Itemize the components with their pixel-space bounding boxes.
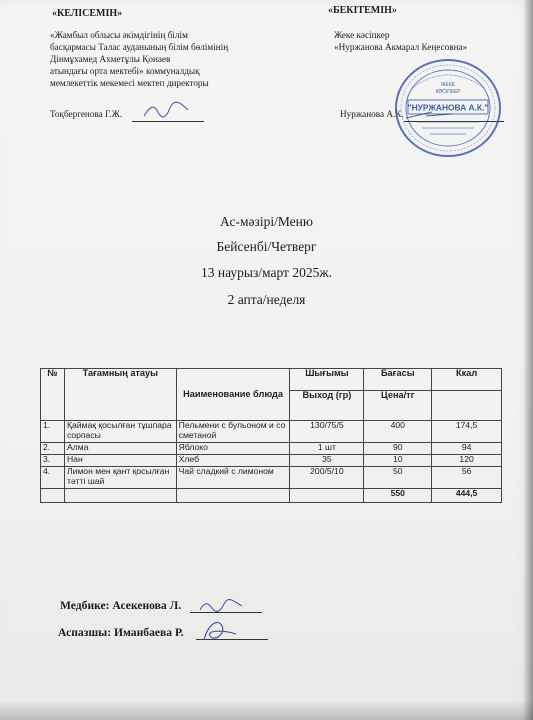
left-line-3: Дінмұхамед Ахметұлы Қонаев bbox=[50, 54, 171, 64]
row-price: 50 bbox=[364, 467, 432, 489]
left-heading: «КЕЛІСЕМІН» bbox=[52, 8, 123, 19]
title-line-4: 2 апта/неделя bbox=[227, 292, 306, 307]
row-yield: 35 bbox=[290, 455, 364, 467]
row-num: 3. bbox=[41, 455, 65, 467]
left-line-1: «Жамбыл облысы әкімдігінің білім bbox=[50, 30, 188, 40]
row-yield: 200/5/10 bbox=[290, 467, 364, 489]
row-yield: 1 шт bbox=[290, 443, 364, 455]
table-row bbox=[41, 421, 502, 443]
cook-label: Аспазшы: Иманбаева Р. bbox=[58, 626, 184, 639]
left-line-2: басқармасы Талас ауданының білім бөлімінің bbox=[50, 42, 229, 52]
title-line-1: Ас-мәзірі/Меню bbox=[220, 214, 313, 229]
row-num: 4. bbox=[41, 467, 65, 489]
row-price: 90 bbox=[364, 443, 432, 455]
row-yield: 130/75/5 bbox=[290, 421, 364, 443]
right-line-1: Жеке кәсіпкер bbox=[334, 30, 390, 40]
left-line-4: атындағы орта мектебі» коммуналдық bbox=[50, 66, 200, 76]
total-price: 550 bbox=[364, 489, 432, 503]
left-signer: Тоқбергенова Г.Ж. bbox=[50, 109, 123, 119]
row-num: 1. bbox=[41, 421, 65, 443]
row-name-ru: Пельмени с бульоном и со сметаной bbox=[176, 421, 290, 443]
round-stamp bbox=[392, 56, 504, 160]
left-signature bbox=[142, 100, 192, 120]
cook-signature bbox=[198, 616, 240, 646]
row-name-kz: Лимон мен қант қосылған тәтті шай bbox=[64, 467, 176, 489]
table-total-row bbox=[41, 489, 502, 503]
row-price: 10 bbox=[364, 455, 432, 467]
header-name-ru: Наименование блюда bbox=[176, 369, 290, 421]
table-row bbox=[41, 455, 502, 467]
left-signature-line bbox=[132, 121, 204, 122]
row-kcal: 120 bbox=[432, 455, 502, 467]
header-num: № bbox=[41, 369, 65, 421]
row-kcal: 174,5 bbox=[432, 421, 502, 443]
row-name-kz: Алма bbox=[64, 443, 176, 455]
total-kcal: 444,5 bbox=[432, 489, 502, 503]
row-name-ru: Чай сладкий с лимоном bbox=[176, 467, 290, 489]
stamp-line-1: ЖЕКЕ bbox=[440, 82, 456, 88]
nurse-signature bbox=[198, 598, 246, 614]
header-name-kz: Тағамның атауы bbox=[64, 369, 176, 421]
table-row bbox=[41, 443, 502, 455]
right-line-2: «Нуржанова Акмарал Кеңесовна» bbox=[334, 42, 468, 52]
left-line-5: мемлекеттік мекемесі мектеп директоры bbox=[50, 78, 209, 88]
title-line-3: 13 наурыз/март 2025ж. bbox=[200, 265, 333, 280]
menu-table bbox=[40, 368, 502, 503]
row-kcal: 94 bbox=[432, 443, 502, 455]
header-kcal: Ккал bbox=[432, 369, 502, 391]
table-header-row bbox=[41, 369, 502, 391]
row-name-kz: Нан bbox=[64, 455, 176, 467]
header-price-kz: Бағасы bbox=[364, 369, 432, 391]
table-row bbox=[41, 467, 502, 489]
right-signer: Нуржанова А.К. bbox=[340, 109, 404, 119]
title-line-2: Бейсенбі/Четверг bbox=[216, 239, 317, 254]
row-name-ru: Яблоко bbox=[176, 443, 290, 455]
header-price-ru: Цена/тг bbox=[364, 391, 432, 421]
row-name-ru: Хлеб bbox=[176, 455, 290, 467]
header-yield-kz: Шығымы bbox=[290, 369, 364, 391]
right-heading: «БЕКІТЕМІН» bbox=[328, 5, 397, 16]
header-yield-ru: Выход (гр) bbox=[290, 391, 364, 421]
nurse-label: Медбике: Асекенова Л. bbox=[60, 599, 182, 612]
row-name-kz: Қаймақ қосылған тұшпара сорпасы bbox=[64, 421, 176, 443]
stamp-center-text: "НУРЖАНОВА А.К." bbox=[407, 102, 489, 113]
row-kcal: 56 bbox=[432, 467, 502, 489]
row-num: 2. bbox=[41, 443, 65, 455]
stamp-line-2: КӘСІПКЕР bbox=[435, 89, 461, 95]
row-price: 400 bbox=[364, 421, 432, 443]
